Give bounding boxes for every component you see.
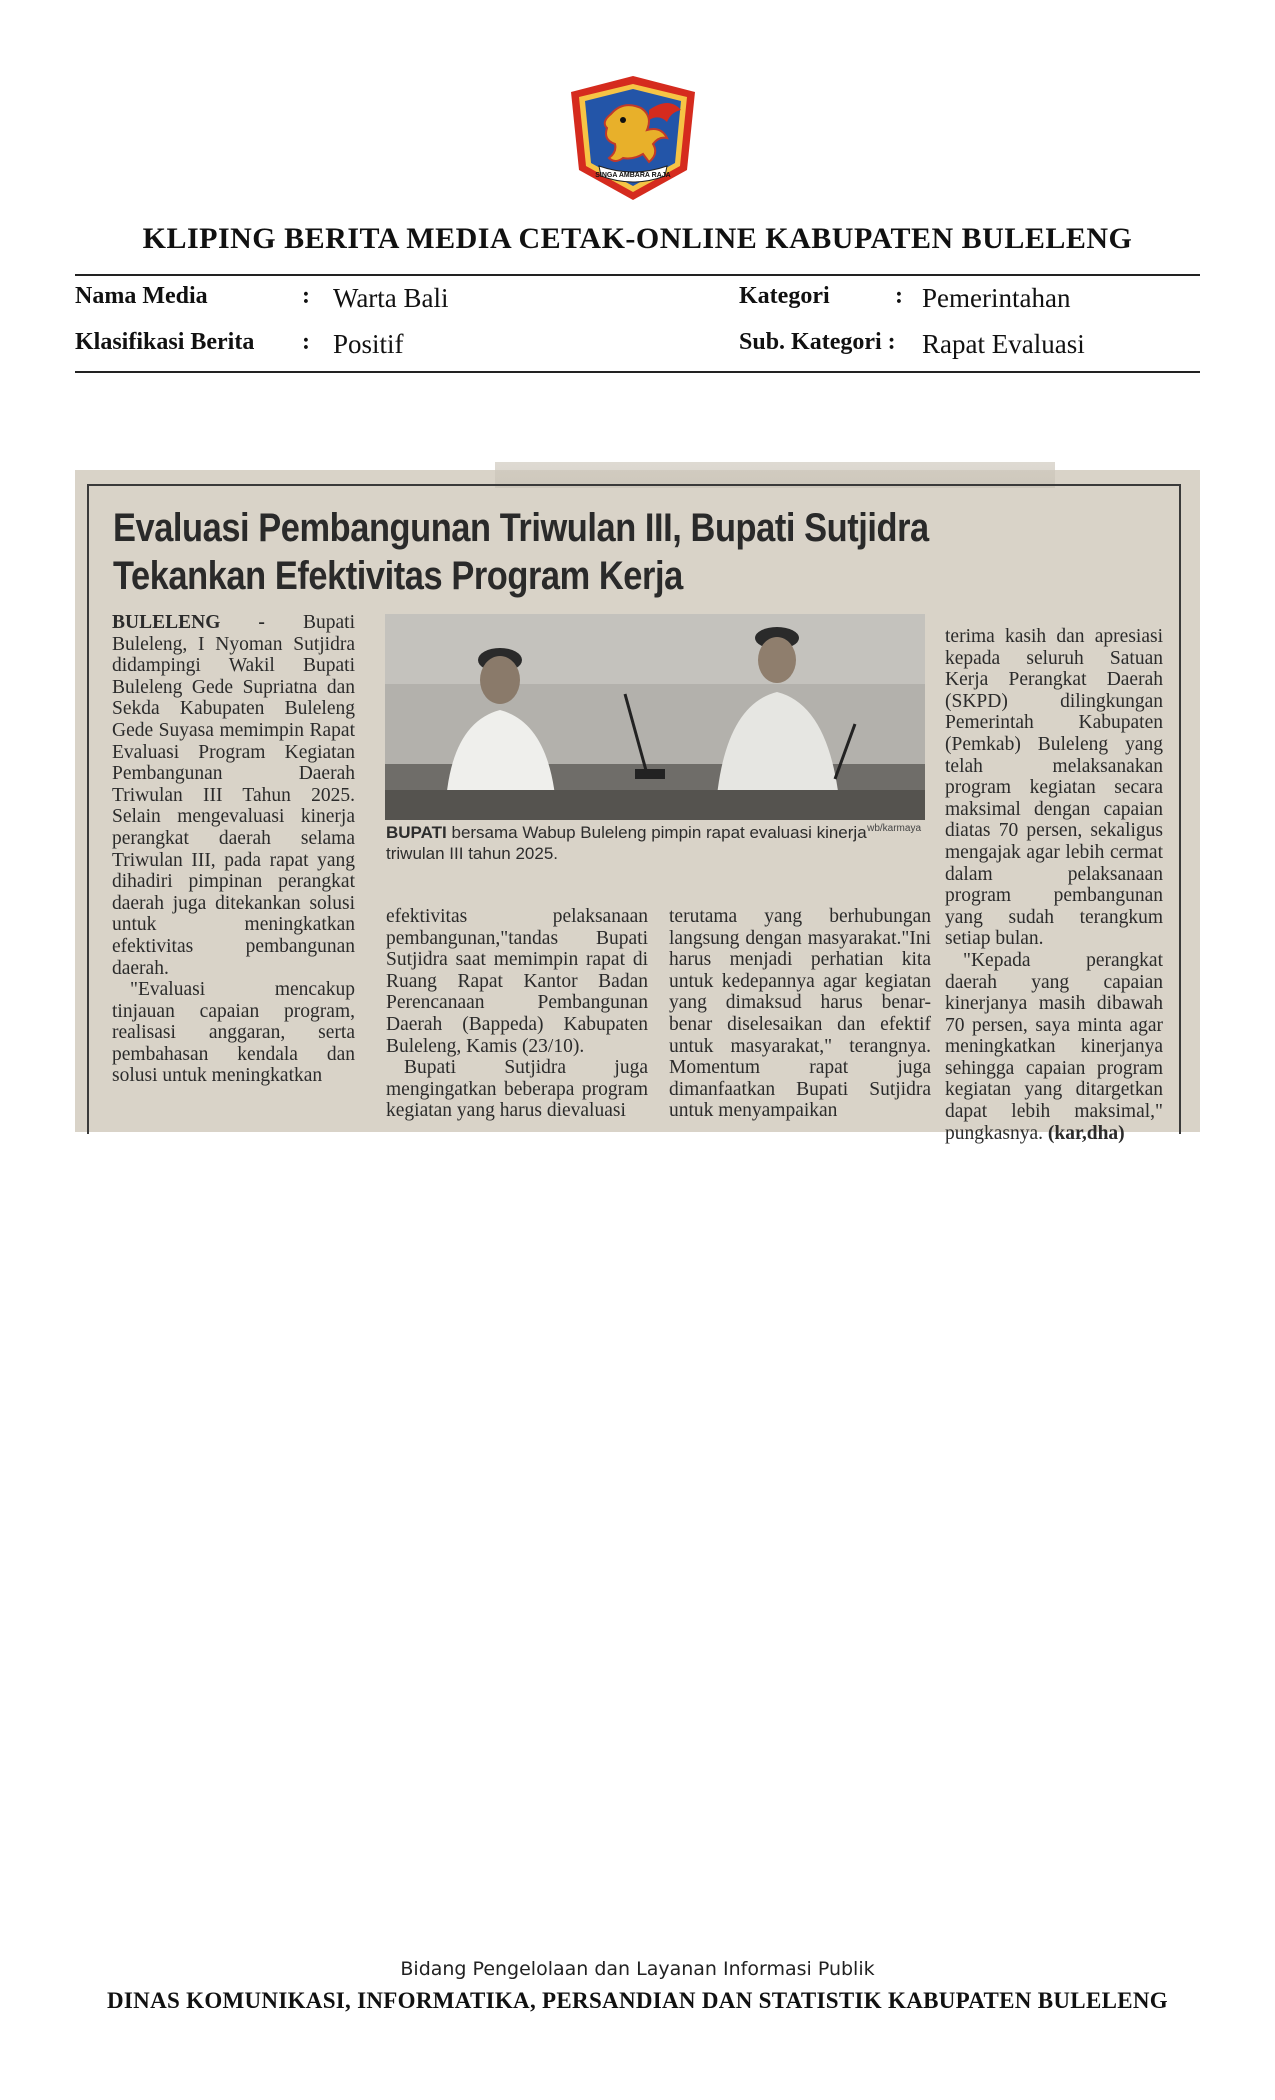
klasifikasi-value: Positif [333,329,404,359]
footer-agency: DINAS KOMUNIKASI, INFORMATIKA, PERSANDIAN DAN STATISTIK KABUPATEN BULELENG [107,1988,1168,2013]
col1-paragraph-1: Bupati Buleleng, I Nyoman Sutjidra didampingi Wakil Bupati Buleleng Gede Supriatna dan Sekda Kabupaten Buleleng Gede Suyasa memimpin Rapat Evaluasi Program Kegiatan Pembangunan Daerah Triwulan III Tahun 2025. Selain mengevaluasi kinerja perangkat daerah selama Triwulan III, pada rapat yang dihadiri pimpinan perangkat daerah juga ditekankan solusi untuk meningkatkan efektivitas pembangunan daerah. [112,612,355,979]
headline-line-2: Tekankan Efektivitas Program Kerja [113,554,683,598]
buleleng-emblem-logo [563,74,703,204]
newspaper-clipping [75,470,1200,1144]
header-rule-bottom [75,371,1200,373]
col4-paragraph-2: "Kepada perangkat daerah yang capaian kinerjanya masih dibawah 70 persen, saya minta agar meningkatkan kinerjanya sehingga capaian program kegiatan yang ditargetkan dapat lebih maksimal," pungkasnya. [945,949,1163,1144]
article-column-4 [945,626,1163,1144]
article-dateline: BULELENG - [112,612,303,633]
klasifikasi-label: Klasifikasi Berita [75,329,255,355]
kategori-value: Pemerintahan [922,283,1071,313]
footer-division: Bidang Pengelolaan dan Layanan Informasi Publik [400,1958,875,1980]
article-column-2 [386,906,648,1122]
photo-credit: wb/karmaya [867,823,921,834]
media-label: Nama Media [75,283,208,309]
article-headline [113,504,973,600]
subkategori-value: Rapat Evaluasi [922,329,1085,359]
article-frame [87,484,1181,1144]
article-column-1 [112,612,355,1087]
col3-paragraph-1: terutama yang berhubungan langsung dengan masyarakat."Ini harus menjadi perhatian kita untuk kedepannya agar kegiatan yang dimaksud harus benar-benar diselesaikan dan efektif untuk masyarakat," terangnya. Momentum rapat juga dimanfaatkan Bupati Sutjidra untuk menyampaikan [669,906,931,1122]
col4-paragraph-1: terima kasih dan apresiasi kepada seluruh Satuan Kerja Perangkat Daerah (SKPD) dilingkungan Pemerintah Kabupaten (Pemkab) Buleleng yang telah melaksanakan program kegiatan secara maksimal dengan capaian diatas 70 persen, sekaligus mengajak agar lebih cermat dalam pelaksanaan program pembangunan yang sudah terangkum setiap bulan. [945,626,1163,950]
kategori-colon: : [895,283,903,309]
media-colon: : [302,283,310,309]
caption-bold: BUPATI [386,823,447,842]
subkategori-label: Sub. Kategori : [739,329,896,355]
photo-caption [386,822,926,864]
caption-text: bersama Wabup Buleleng pimpin rapat evaluasi kinerja triwulan III tahun 2025. [386,823,867,863]
article-column-3 [669,906,931,1122]
kategori-label: Kategori [739,283,830,309]
media-value: Warta Bali [333,283,449,313]
klasifikasi-colon: : [302,329,310,355]
logo-motto-text: SINGA AMBARA RAJA [595,172,671,179]
article-byline: (kar,dha) [1047,1122,1125,1144]
col1-paragraph-2: "Evaluasi mencakup tinjauan capaian program, realisasi anggaran, serta pembahasan kendala dan solusi untuk meningkatkan [112,979,355,1087]
headline-line-1: Evaluasi Pembangunan Triwulan III, Bupati Sutjidra [113,506,929,550]
document-title: KLIPING BERITA MEDIA CETAK-ONLINE KABUPATEN BULELENG [142,222,1133,255]
col2-paragraph-1: efektivitas pelaksanaan pembangunan,"tandas Bupati Sutjidra saat memimpin rapat di Ruang Rapat Kantor Badan Perencanaan Pembangunan Daerah (Bappeda) Kabupaten Buleleng, Kamis (23/10). [386,906,648,1057]
col2-paragraph-2: Bupati Sutjidra juga mengingatkan beberapa program kegiatan yang harus dievaluasi [386,1057,648,1122]
header-rule-top [75,274,1200,276]
